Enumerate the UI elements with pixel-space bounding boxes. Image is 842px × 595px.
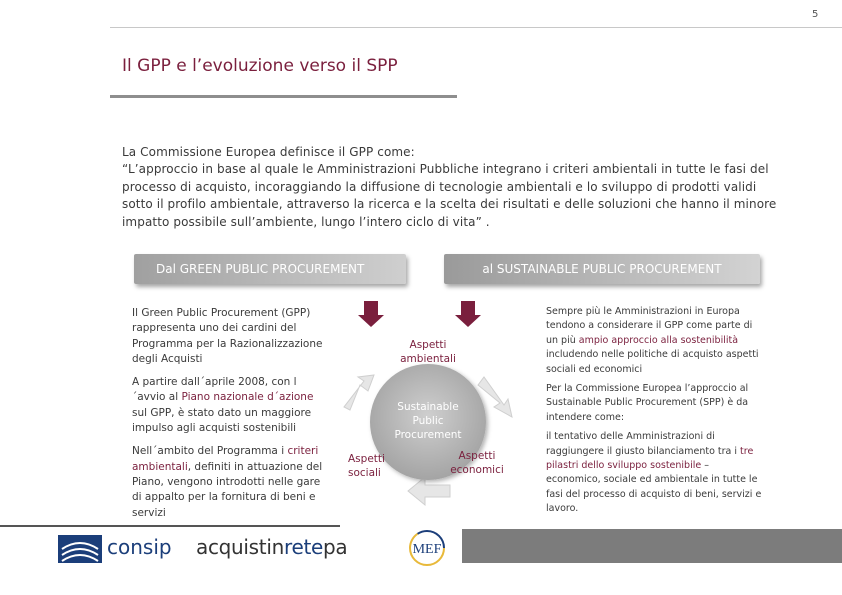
right-column: [546, 305, 764, 522]
left-column: [132, 306, 330, 529]
mef-logo-text: MEF: [412, 542, 442, 557]
label-aspetti-ambientali: Aspetti ambientali: [400, 339, 456, 365]
title-underline: [110, 95, 457, 98]
cycle-arrow-bottom-icon: [408, 477, 450, 505]
intro-line: La Commissione Europea definisce il GPP come:: [122, 145, 415, 159]
label-aspetti-sociali: Aspetti sociali: [348, 453, 385, 479]
label-aspetti-economici: Aspetti economici: [450, 450, 504, 476]
consip-logo-icon: [58, 535, 102, 563]
label-spp-center: Sustainable Public Procurement: [394, 401, 462, 441]
right-paragraph-3: il tentativo delle Amministrazioni di raggiungere il giusto bilanciamento tra i tre pilastri dello sviluppo sostenibile – economico, sociale ed ambientale in tutte le fasi del processo di acquisto di beni, servizi e lavoro.: [546, 431, 762, 515]
mef-logo-icon: [402, 528, 452, 568]
page-number: 5: [812, 9, 819, 20]
intro-quote: “L’approccio in base al quale le Amministrazioni Pubbliche integrano i criteri ambientali in tutte le fasi del processo di acquisto, incoraggiando la diffusione di tecnologie ambientali e lo sviluppo di prodotti validi sotto il profilo ambientale, attraverso la ricerca e la scelta dei risultati e delle soluzioni che hanno il minore impatto possibile sull’ambiente, lungo l’intero ciclo di vita” .: [122, 162, 777, 229]
highlight-piano: Piano nazionale d´azione: [181, 391, 314, 404]
intro-text: [122, 144, 790, 231]
footer-rule: [0, 525, 340, 527]
banner-spp: al SUSTAINABLE PUBLIC PROCUREMENT: [444, 254, 760, 284]
left-paragraph-1: Il Green Public Procurement (GPP) rappresenta uno dei cardini del Programma per la Razionalizzazione degli Acquisti: [132, 307, 323, 365]
cycle-arrow-left-icon: [344, 375, 374, 410]
top-rule: [110, 27, 842, 28]
down-arrow-right-icon: [455, 301, 481, 327]
left-paragraph-3: Nell´ambito del Programma i criteri ambientali, definiti in attuazione del Piano, vengono introdotti nelle gare di appalto per la fornitura di beni e servizi: [132, 445, 323, 519]
right-paragraph-2: Per la Commissione Europea l’approccio al Sustainable Public Procurement (SPP) è da intendere come:: [546, 383, 749, 423]
highlight-criteri: criteri ambientali: [132, 445, 319, 473]
right-paragraph-1: Sempre più le Amministrazioni in Europa tendono a considerare il GPP come parte di un più ampio approccio alla sostenibilità includendo nelle politiche di acquisto aspetti sociali ed economici: [546, 306, 759, 375]
highlight-sostenibilita: ampio approccio alla sostenibilità: [578, 334, 739, 346]
left-paragraph-2: A partire dall´aprile 2008, con l´avvio al Piano nazionale d´azione sul GPP, è stato dato un maggiore impulso agli acquisti sostenibili: [132, 376, 314, 435]
highlight-pilastri: tre pilastri dello sviluppo sostenibile: [546, 445, 754, 472]
down-arrow-left-icon: [358, 301, 384, 327]
page-title: Il GPP e l’evoluzione verso il SPP: [122, 56, 398, 76]
footer-bar: [462, 529, 842, 563]
banner-gpp: Dal GREEN PUBLIC PROCUREMENT: [134, 254, 406, 284]
acquistinretepa-logo: acquistinretepa: [196, 535, 348, 559]
consip-logo-text: consip: [107, 535, 172, 559]
